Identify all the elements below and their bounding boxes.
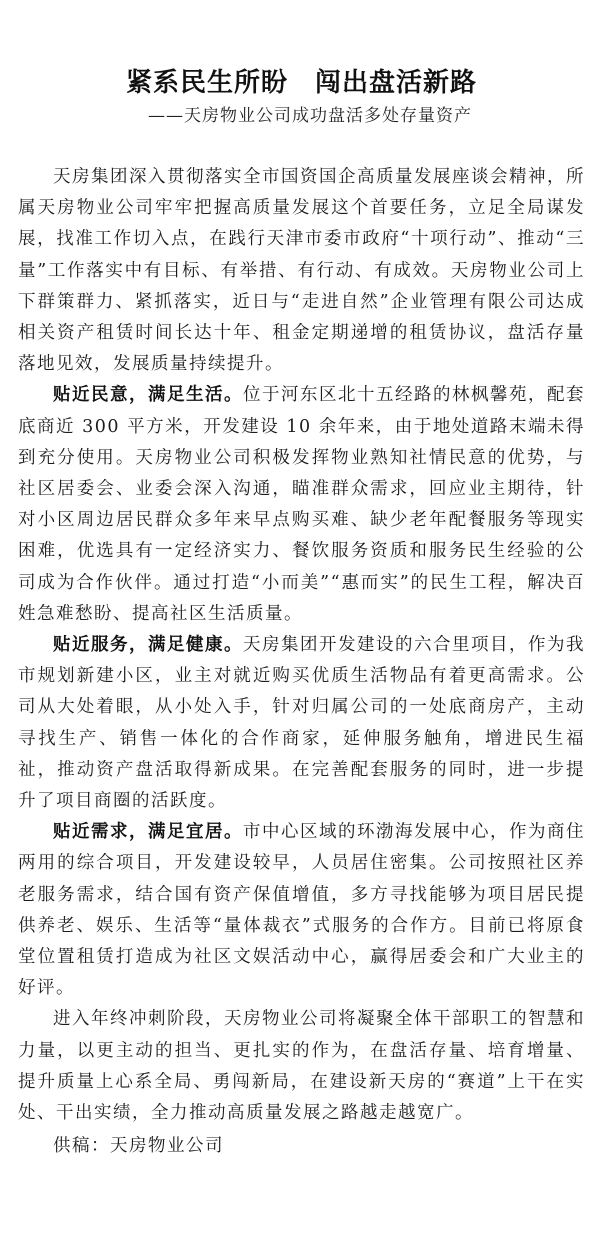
- paragraph-conclusion: [18, 1004, 585, 1129]
- paragraph-text: 天房集团深入贯彻落实全市国资国企高质量发展座谈会精神，所属天房物业公司牢牢把握高质量发展这个首要任务，立足全局谋发展，找准工作切入点，在践行天津市委市政府“十项行动”、推动“三量”工作落实中有目标、有举措、有行动、有成效。天房物业公司上下群策群力、紧抓落实，近日与“走进自然”企业管理有限公司达成相关资产租赁时间长达十年、租金定期递增的租赁协议，盘活存量落地见效，发展质量持续提升。: [18, 167, 585, 375]
- paragraph-lead: 贴近服务，满足健康。: [53, 635, 243, 656]
- paragraph-lead: 贴近民意，满足生活。: [53, 385, 243, 406]
- paragraph-text: 天房集团开发建设的六合里项目，作为我市规划新建小区，业主对就近购买优质生活物品有着更高需求。公司从大处着眼，从小处入手，针对归属公司的一处底商房产，主动寻找生产、销售一体化的合作商家，延伸服务触角，增进民生福祉，推动资产盘活取得新成果。在完善配套服务的同时，进一步提升了项目商圈的活跃度。: [18, 635, 585, 812]
- paragraph-text: 市中心区域的环渤海发展中心，作为商住两用的综合项目，开发建设较早，人员居住密集。公司按照社区养老服务需求，结合国有资产保值增值，多方寻找能够为项目居民提供养老、娱乐、生活等“量体裁衣”式服务的合作方。目前已将原食堂位置租赁打造成为社区文娱活动中心，赢得居委会和广大业主的好评。: [18, 822, 585, 999]
- paragraph-intro: [18, 162, 585, 380]
- paragraph-demand: [18, 817, 585, 1004]
- article-credit: 供稿：天房物业公司: [53, 1136, 224, 1157]
- paragraph-lead: 贴近需求，满足宜居。: [53, 822, 243, 843]
- article-body: [18, 162, 585, 1163]
- paragraph-text: 进入年终冲刺阶段，天房物业公司将凝聚全体干部职工的智慧和力量，以更主动的担当、更扎实的作为，在盘活存量、培育增量、提升质量上心系全局、勇闯新局，在建设新天房的“赛道”上干在实处、干出实绩，全力推动高质量发展之路越走越宽广。: [18, 1009, 585, 1124]
- paragraph-service: [18, 630, 585, 817]
- paragraph-text: 位于河东区北十五经路的林枫馨苑，配套底商近 300 平方米，开发建设 10 余年来，由于地处道路末端未得到充分使用。天房物业公司积极发挥物业熟知社情民意的优势，与社区居委会、业委会深入沟通，瞄准群众需求，回应业主期待，针对小区周边居民群众多年来早点购买难、缺少老年配餐服务等现实困难，优选具有一定经济实力、餐饮服务资质和服务民生经验的公司成为合作伙伴。通过打造“小而美”“惠而实”的民生工程，解决百姓急难愁盼、提高社区生活质量。: [18, 385, 585, 624]
- article-subtitle: ——天房物业公司成功盘活多处存量资产: [148, 106, 472, 126]
- paragraph-livelihood: [18, 380, 585, 630]
- article-title: 紧系民生所盼 闯出盘活新路: [125, 68, 477, 98]
